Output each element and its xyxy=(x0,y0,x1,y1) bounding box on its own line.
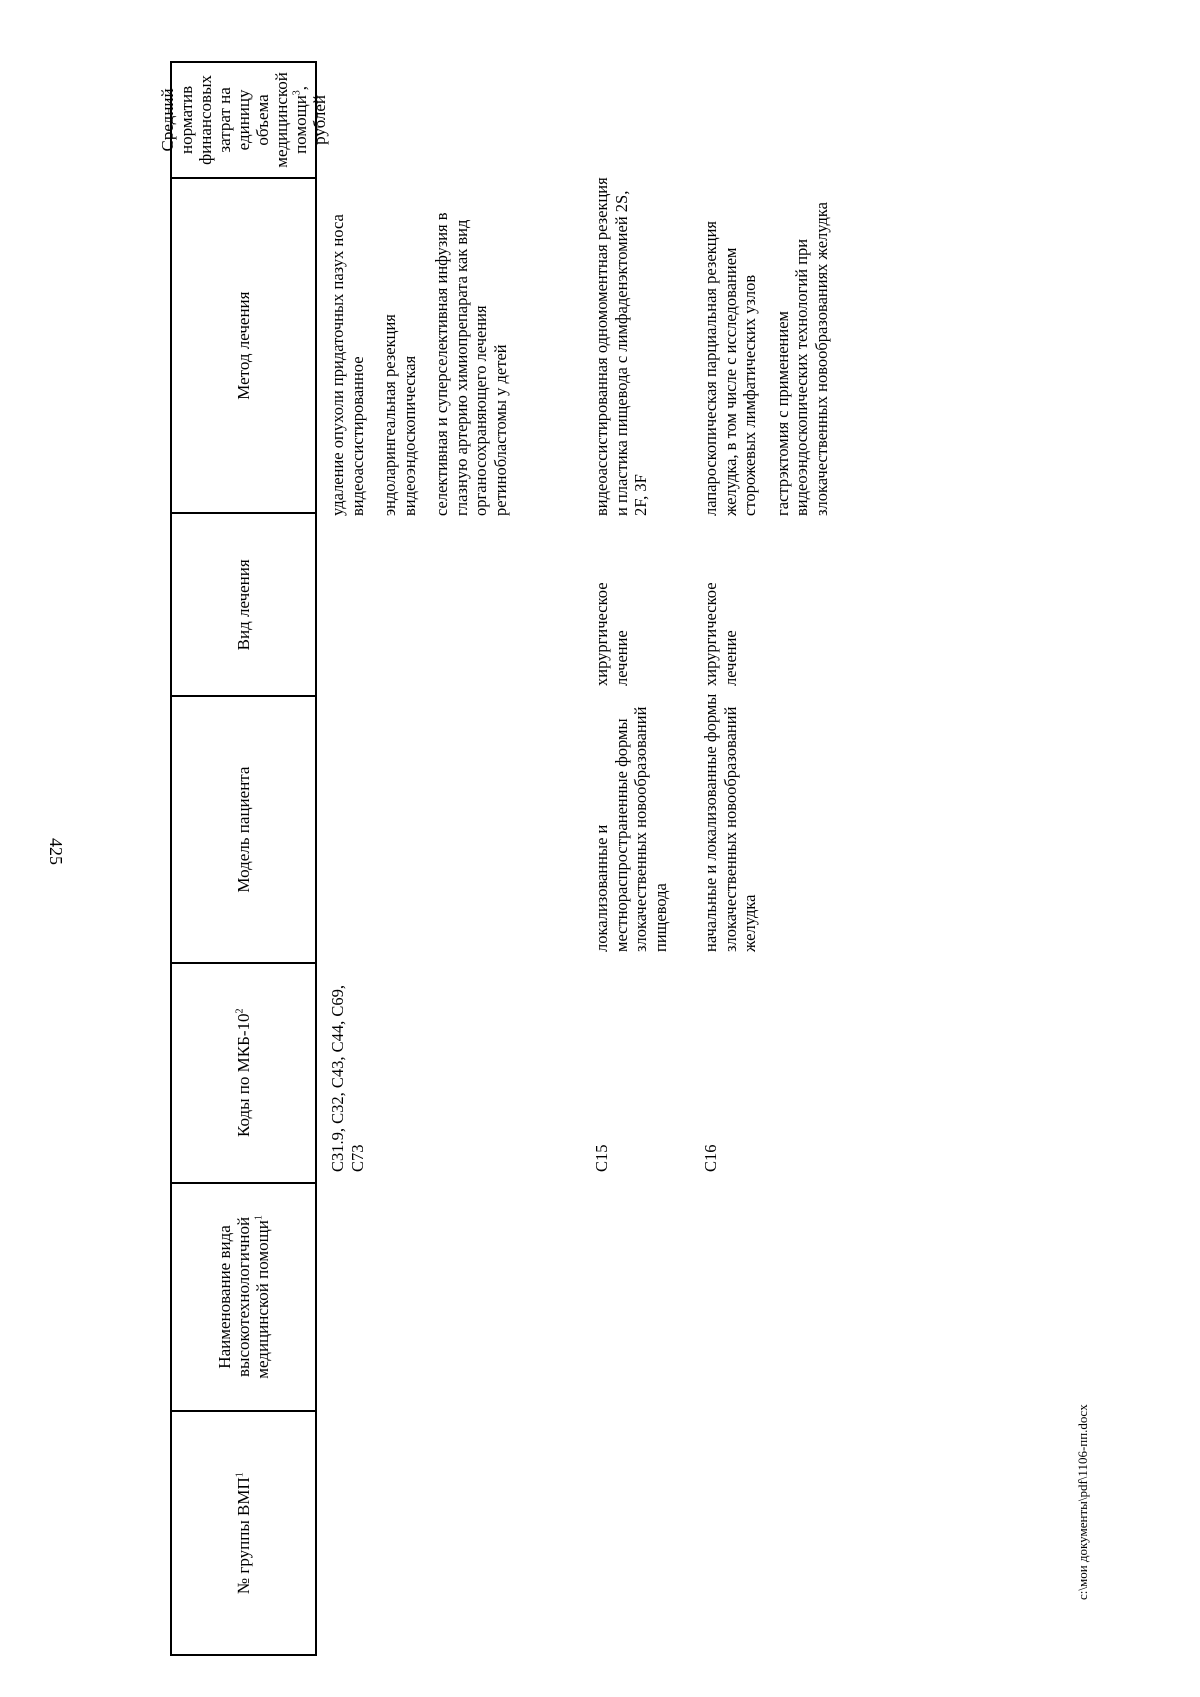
table-header-row xyxy=(158,61,329,1656)
rotated-table-area xyxy=(158,61,1174,1656)
header-treatment-method: Метод лечения xyxy=(172,177,315,513)
row3-model: начальные и локализованные формы злокачественных новообразований желудка xyxy=(701,693,759,952)
page-number: 425 xyxy=(46,838,66,865)
row2-icd: C15 xyxy=(592,1144,611,1172)
row1-icd: C31.9, C32, C43, C44, C69, C73 xyxy=(328,984,367,1172)
header-cost-norm: Средний норматив финансовых затрат на единицу объема медицинской помощи$^3$, рублей xyxy=(172,61,315,177)
header-group-no: № группы ВМП$^1$ xyxy=(172,1410,315,1654)
row3-type: хирургическое лечение xyxy=(701,582,740,686)
row2-method-1: видеоассистированная одномоментная резекция и пластика пищевода с лимфаденэктомией 2S, 2F, 3F xyxy=(592,177,650,516)
header-treatment-type: Вид лечения xyxy=(172,512,315,695)
row2-type: хирургическое лечение xyxy=(592,582,631,686)
row1-method-3: селективная и суперселективная инфузия в глазную артерию химиопрепарата как вид органосохраняющего лечения ретинобластомы у детей xyxy=(432,212,510,516)
row2-methods xyxy=(592,171,664,516)
row3-method-1: лапароскопическая парциальная резекция желудка, в том числе с исследованием сторожевых лимфатических узлов xyxy=(701,220,759,516)
row3-icd: C16 xyxy=(701,1144,720,1172)
row1-method-2: эндоларингеальная резекция видеоэндоскопическая xyxy=(380,314,419,516)
row1-methods xyxy=(328,186,523,516)
header-icd-codes: Коды по МКБ-$10^2$ xyxy=(172,962,315,1182)
row2-model: локализованные и местнораспространенные формы злокачественных новообразований пищевода xyxy=(592,706,670,952)
header-patient-model: Модель пациента xyxy=(172,695,315,962)
row3-methods xyxy=(701,176,844,516)
footer-file-path: c:\мои документы\pdf\1106-пп.docx xyxy=(1075,1404,1090,1600)
row3-method-2: гастрэктомия с применением видеоэндоскопических технологий при злокачественных новообразованиях желудка xyxy=(772,202,831,516)
row1-method-1: удаление опухоли придаточных пазух носа видеоассистированное xyxy=(328,214,367,516)
header-vmp-name: Наименование вида высокотехнологичной медицинской помощи$^1$ xyxy=(172,1182,315,1411)
